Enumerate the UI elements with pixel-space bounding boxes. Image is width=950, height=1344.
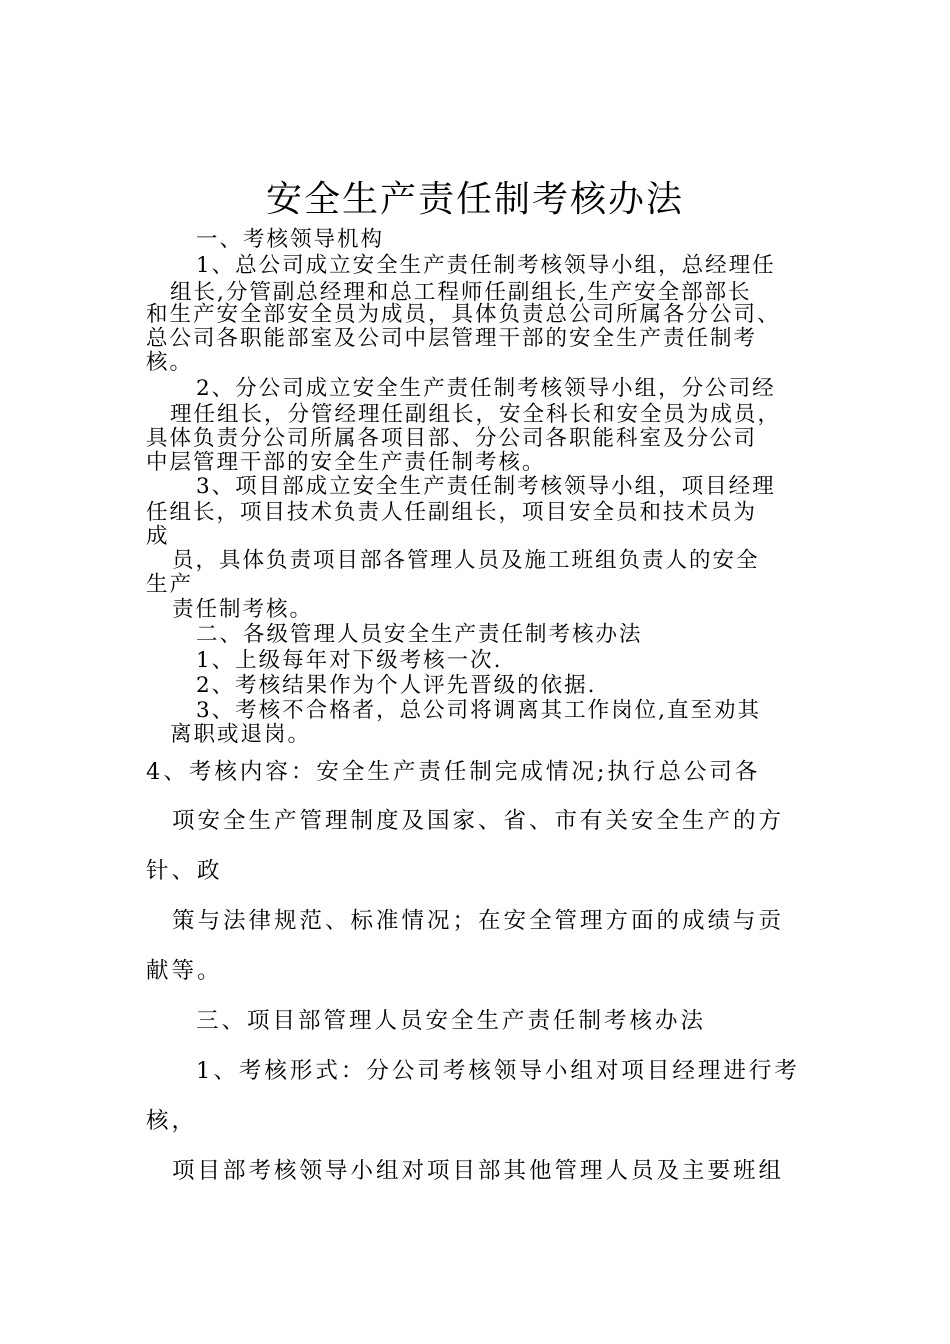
paragraph-line: 具体负责分公司所属各项目部、分公司各职能科室及分公司	[146, 426, 758, 451]
paragraph-line: 针、政	[146, 858, 223, 884]
paragraph-line: 项目部考核领导小组对项目部其他管理人员及主要班组	[172, 1158, 785, 1184]
paragraph-line: 策与法律规范、标准情况；在安全管理方面的成绩与贡	[172, 908, 785, 934]
section-heading: 一、考核领导机构	[196, 227, 385, 252]
section-heading: 二、各级管理人员安全生产责任制考核办法	[196, 622, 643, 647]
paragraph-line: 中层管理干部的安全生产责任制考核。	[146, 450, 546, 475]
paragraph-line: 和生产安全部安全员为成员，具体负责总公司所属各分公司、	[146, 302, 781, 327]
paragraph-line: 成	[146, 524, 170, 549]
paragraph-line: 任组长，项目技术负责人任副组长，项目安全员和技术员为	[146, 500, 758, 525]
paragraph-line: 理任组长，分管经理任副组长，安全科长和安全员为成员，	[170, 402, 782, 427]
paragraph-line: 2、考核结果作为个人评先晋级的依据.	[196, 673, 597, 698]
section-heading: 三、项目部管理人员安全生产责任制考核办法	[196, 1008, 707, 1034]
paragraph-line: 1、考核形式：分公司考核领导小组对项目经理进行考	[196, 1058, 800, 1084]
paragraph-line: 生产	[146, 572, 194, 597]
paragraph-line: 3、考核不合格者，总公司将调离其工作岗位,直至劝其	[196, 698, 762, 723]
paragraph-line: 核，	[146, 1108, 198, 1134]
paragraph-line: 核。	[146, 350, 194, 375]
paragraph-line: 责任制考核。	[172, 597, 314, 622]
paragraph-line: 1、上级每年对下级考核一次.	[196, 648, 503, 673]
paragraph-line: 1、总公司成立安全生产责任制考核领导小组，总经理任	[196, 253, 776, 278]
paragraph-line: 组长,分管副总经理和总工程师任副组长,生产安全部部长	[170, 280, 752, 305]
paragraph-line: 员，具体负责项目部各管理人员及施工班组负责人的安全	[172, 548, 760, 573]
paragraph-line: 2、分公司成立安全生产责任制考核领导小组，分公司经	[196, 376, 776, 401]
paragraph-line: 献等。	[146, 958, 223, 984]
paragraph-line: 总公司各职能部室及公司中层管理干部的安全生产责任制考	[146, 326, 758, 351]
paragraph-line: 项安全生产管理制度及国家、省、市有关安全生产的方	[172, 808, 785, 834]
paragraph-line: 离职或退岗。	[170, 722, 312, 747]
document-title: 安全生产责任制考核办法	[265, 179, 684, 220]
paragraph-line: 3、项目部成立安全生产责任制考核领导小组，项目经理	[196, 474, 776, 499]
paragraph-line: 4、考核内容：安全生产责任制完成情况;执行总公司各	[146, 759, 761, 785]
